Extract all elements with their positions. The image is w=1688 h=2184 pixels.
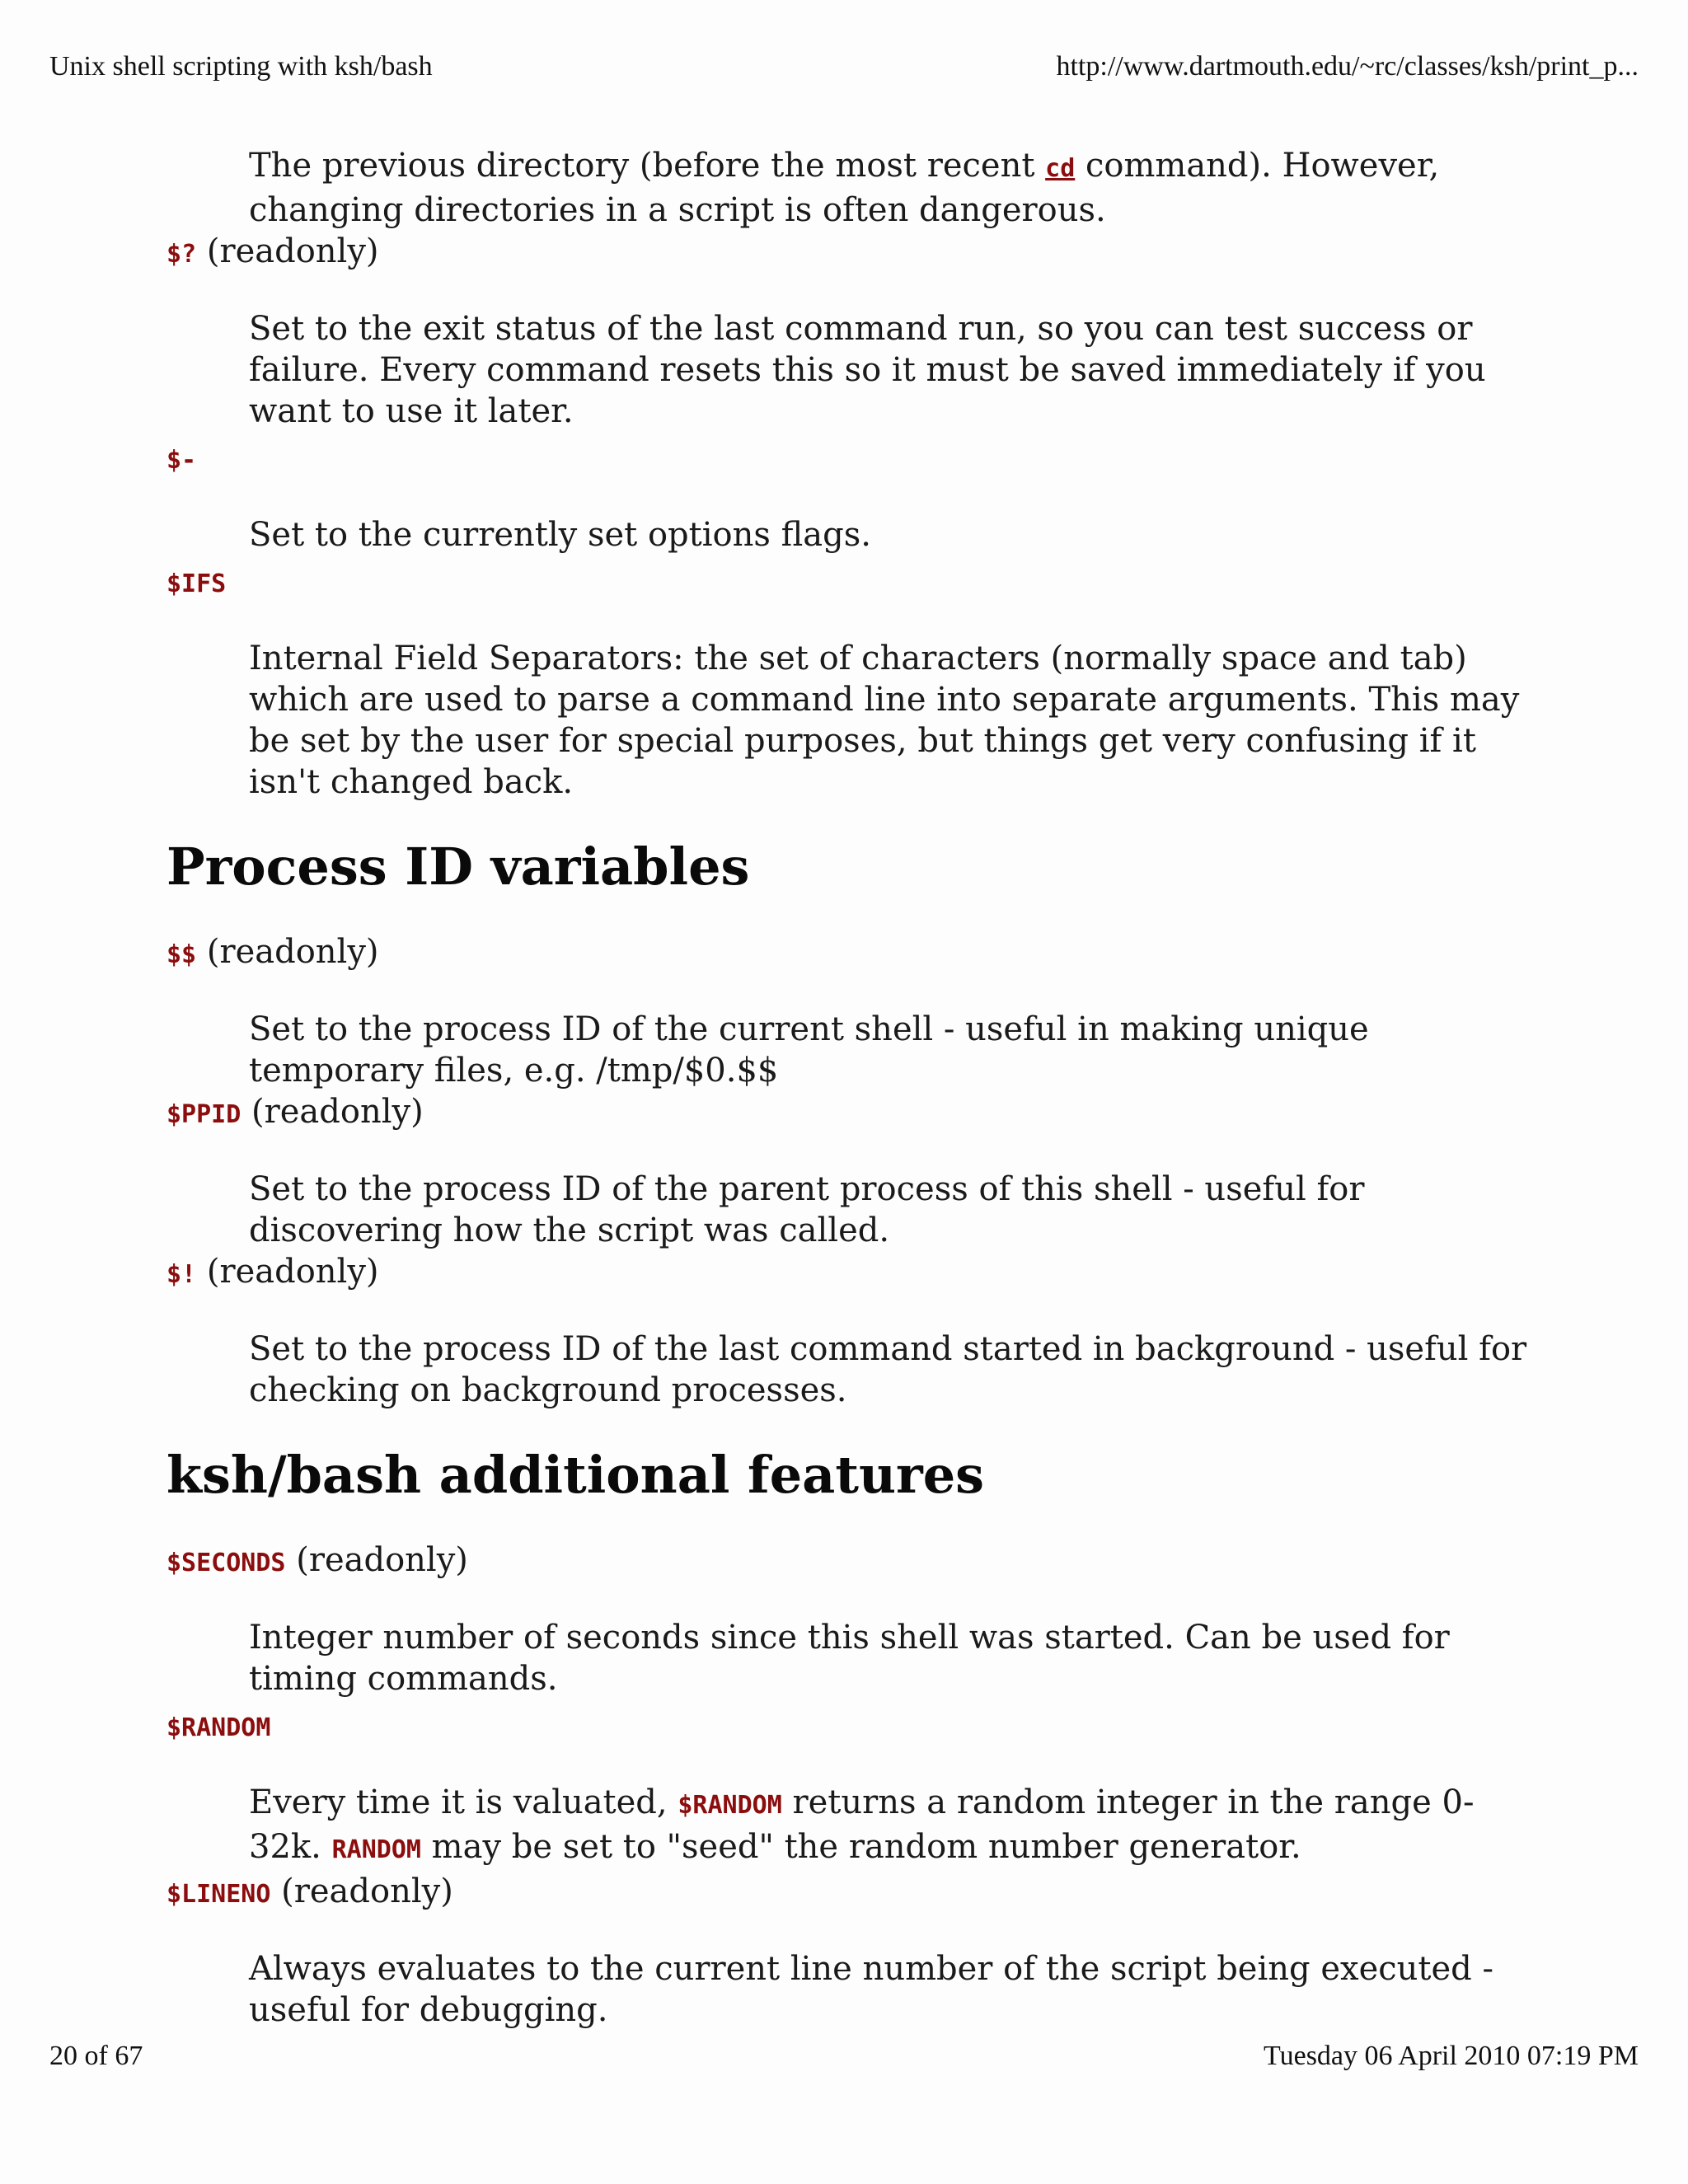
var-term-seconds [166,1540,1535,1584]
var-name: $$ [166,940,197,969]
var-name: $SECONDS [166,1549,286,1577]
section-heading-additional-features: ksh/bash additional features [166,1445,985,1505]
var-name: $RANDOM [166,1713,271,1742]
random-text-3: may be set to "seed" the random number generator. [420,1828,1301,1866]
var-desc-status: Set to the exit status of the last command run, so you can test success or failure. Every command resets this so it must be saved immediately if you want to use it later. [249,310,1486,430]
cd-command-link[interactable]: cd [1045,154,1076,183]
var-qualifier: (readonly) [241,1093,424,1131]
var-term-bgpid [166,1251,1535,1296]
var-desc-options: Set to the currently set options flags. [249,516,871,554]
random-text-2: returns a random integer in the range 0-32k. [249,1783,1475,1866]
var-name: $IFS [166,569,227,598]
random-text-1: Every time it is valuated, [249,1783,678,1821]
intro-description [249,145,1535,231]
section-heading-process-id: Process ID variables [166,837,750,897]
var-name: $PPID [166,1100,241,1129]
intro-text-2: command). However, changing directories in a script is often dangerous. [249,147,1440,229]
var-name: $LINENO [166,1880,271,1909]
print-header-url: http://www.dartmouth.edu/~rc/classes/ksh/print_p... [1056,51,1639,82]
var-name: $? [166,240,197,269]
print-footer [49,2041,1639,2072]
var-term-pid [166,931,1535,976]
var-qualifier: (readonly) [196,933,379,971]
var-term-ifs [166,560,1535,605]
print-timestamp: Tuesday 06 April 2010 07:19 PM [1264,2041,1639,2071]
var-term-options [166,437,1535,481]
page-count: 20 of 67 [49,2041,143,2071]
var-term-status [166,231,1535,275]
var-desc-ppid: Set to the process ID of the parent process of this shell - useful for discovering how the script was called. [249,1170,1365,1249]
random-seed-code: RANDOM [331,1835,421,1864]
var-desc-seconds: Integer number of seconds since this shell was started. Can be used for timing commands. [249,1619,1450,1698]
var-qualifier: (readonly) [196,232,379,270]
var-qualifier: (readonly) [196,1253,379,1291]
var-name: $- [166,446,197,475]
var-term-lineno [166,1871,1535,1915]
print-header [49,51,1639,82]
var-qualifier: (readonly) [270,1872,453,1910]
var-term-ppid [166,1091,1535,1136]
var-desc-random [249,1782,1535,1871]
var-desc-ifs: Internal Field Separators: the set of characters (normally space and tab) which are used to parse a command line into separate arguments. This may be set by the user for special purposes, but things get very confusing if it isn't changed back. [249,640,1520,801]
var-qualifier: (readonly) [285,1541,468,1579]
var-desc-bgpid: Set to the process ID of the last command started in background - useful for checking on background processes. [249,1330,1527,1409]
var-name: $! [166,1260,197,1289]
print-header-title: Unix shell scripting with ksh/bash [49,51,433,82]
random-inline-code: $RANDOM [678,1791,782,1820]
intro-text-1: The previous directory (before the most recent [249,147,1046,185]
var-desc-lineno: Always evaluates to the current line number of the script being executed - useful for debugging. [249,1950,1493,2029]
var-term-random [166,1704,1535,1749]
page-content [166,145,1535,2031]
var-desc-pid: Set to the process ID of the current shell - useful in making unique temporary files, e.g. /tmp/$0.$$ [249,1010,1369,1090]
